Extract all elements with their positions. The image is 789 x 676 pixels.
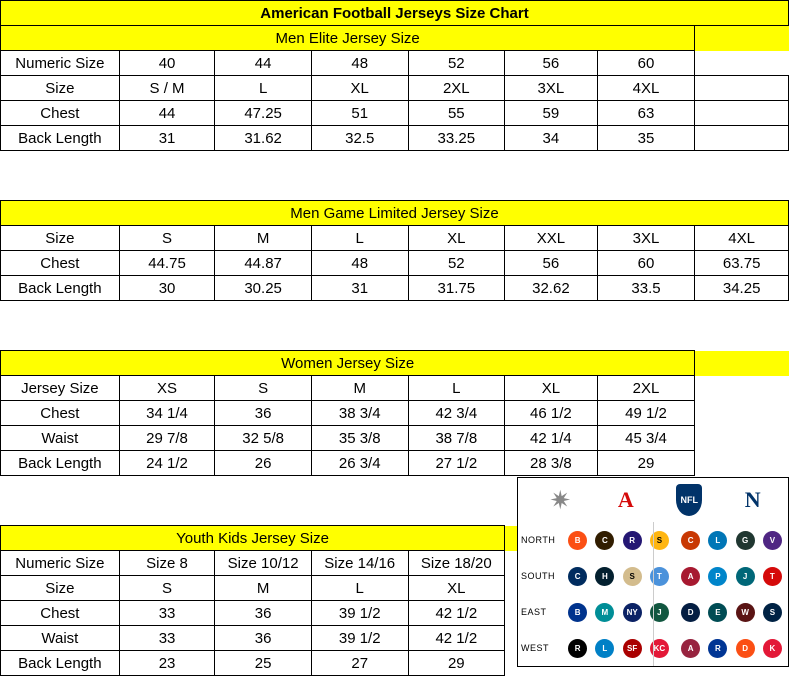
empty-cell <box>695 101 789 126</box>
nfc-logo-icon: N <box>744 487 761 512</box>
row-label: Waist <box>1 426 120 451</box>
team-logo-buccaneers: T <box>763 567 782 586</box>
team-logo-lions: L <box>708 531 727 550</box>
cell: 59 <box>505 101 598 126</box>
row-label: Numeric Size <box>1 51 120 76</box>
cell: 45 3/4 <box>597 426 695 451</box>
cell: 60 <box>597 251 695 276</box>
afc-south-teams <box>562 558 675 594</box>
cell: 29 <box>408 651 505 676</box>
team-logo-jaguars: J <box>736 567 755 586</box>
cell: Size 14/16 <box>311 551 408 576</box>
team-logo-steelers: S <box>650 531 669 550</box>
team-logo-eagles: E <box>708 603 727 622</box>
cell: 46 1/2 <box>505 401 598 426</box>
table-row <box>1 426 789 451</box>
section-heading-women: Women Jersey Size <box>1 351 789 376</box>
team-logo-vikings: V <box>763 531 782 550</box>
spacer-cell <box>695 51 789 76</box>
cell: 42 1/2 <box>408 601 505 626</box>
cell: 27 <box>311 651 408 676</box>
team-logo-panthers: P <box>708 567 727 586</box>
cell: 32 5/8 <box>215 426 312 451</box>
team-logo-49ers: SF <box>623 639 642 658</box>
cell: 35 3/8 <box>311 426 408 451</box>
row-label: Waist <box>1 626 120 651</box>
cell: 31.75 <box>408 276 505 301</box>
cell: S <box>119 576 215 601</box>
cell: 30.25 <box>215 276 312 301</box>
spacer-cell <box>695 451 789 476</box>
cell: 29 <box>597 451 695 476</box>
chart-title-row <box>1 1 789 26</box>
cell: 38 3/4 <box>311 401 408 426</box>
cell: M <box>311 376 408 401</box>
section-heading-youth-kids: Youth Kids Jersey Size <box>1 526 789 551</box>
cell: 60 <box>597 51 695 76</box>
cell: 2XL <box>408 76 505 101</box>
team-logo-chargers: L <box>595 639 614 658</box>
division-label-east: EAST <box>521 607 547 617</box>
cell: L <box>311 226 408 251</box>
cell: 34 <box>505 126 598 151</box>
table-row <box>1 401 789 426</box>
cell: M <box>215 576 312 601</box>
cell: 31.62 <box>215 126 312 151</box>
table-row <box>1 126 789 151</box>
cell: Size 18/20 <box>408 551 505 576</box>
row-label: Back Length <box>1 276 120 301</box>
cell: 48 <box>311 51 408 76</box>
cell: 42 1/4 <box>505 426 598 451</box>
cell: 52 <box>408 51 505 76</box>
cell: 44.75 <box>119 251 215 276</box>
cell: 39 1/2 <box>311 626 408 651</box>
cell: 48 <box>311 251 408 276</box>
cell: 35 <box>597 126 695 151</box>
nfl-teams-panel <box>517 477 789 667</box>
cell: 32.5 <box>311 126 408 151</box>
team-logo-titans: T <box>650 567 669 586</box>
team-logo-seahawks: S <box>763 603 782 622</box>
cell: 28 3/8 <box>505 451 598 476</box>
cell: 49 1/2 <box>597 401 695 426</box>
page-title: American Football Jerseys Size Chart <box>1 1 789 26</box>
table-row <box>1 376 789 401</box>
table-row <box>1 251 789 276</box>
cell: 52 <box>408 251 505 276</box>
cell: L <box>311 576 408 601</box>
row-label: Chest <box>1 601 120 626</box>
section-gap <box>1 326 789 351</box>
cell: S <box>119 226 215 251</box>
cell: 33.25 <box>408 126 505 151</box>
cell: S / M <box>119 76 215 101</box>
empty-cell <box>695 76 789 101</box>
section-heading-men-elite: Men Elite Jersey Size <box>1 26 789 51</box>
cell: M <box>215 226 312 251</box>
section-gap <box>1 151 789 176</box>
section-gap <box>1 301 789 326</box>
cell: 31 <box>119 126 215 151</box>
cell: 24 1/2 <box>119 451 215 476</box>
cell: 31 <box>311 276 408 301</box>
team-logo-falcons: A <box>681 567 700 586</box>
table-row <box>1 76 789 101</box>
cell: 63.75 <box>695 251 789 276</box>
team-logo-rams: R <box>708 639 727 658</box>
afc-east-teams <box>562 594 675 630</box>
cell: 33 <box>119 626 215 651</box>
row-label: Chest <box>1 401 120 426</box>
section-heading-men-game-limited: Men Game Limited Jersey Size <box>1 201 789 226</box>
cell: 30 <box>119 276 215 301</box>
cell: 2XL <box>597 376 695 401</box>
row-label: Size <box>1 226 120 251</box>
team-logo-cowboys: D <box>681 603 700 622</box>
spacer-cell <box>695 426 789 451</box>
team-logo-dolphins: M <box>595 603 614 622</box>
cell: 56 <box>505 251 598 276</box>
spacer-cell <box>695 351 789 376</box>
cell: XL <box>505 376 598 401</box>
cell: 34 1/4 <box>119 401 215 426</box>
cell: 23 <box>119 651 215 676</box>
row-label: Chest <box>1 251 120 276</box>
cell: 36 <box>215 401 312 426</box>
cell: 3XL <box>505 76 598 101</box>
team-logo-commanders: W <box>736 603 755 622</box>
cell: 33.5 <box>597 276 695 301</box>
cell: XXL <box>505 226 598 251</box>
cell: 42 1/2 <box>408 626 505 651</box>
cell: 29 7/8 <box>119 426 215 451</box>
cell: 38 7/8 <box>408 426 505 451</box>
row-label: Chest <box>1 101 120 126</box>
team-logo-bears: C <box>681 531 700 550</box>
star-burst-icon: ✷ <box>549 485 572 515</box>
cell: 56 <box>505 51 598 76</box>
cell: 33 <box>119 601 215 626</box>
row-label: Back Length <box>1 126 120 151</box>
section-gap <box>1 176 789 201</box>
nfc-north-teams <box>675 522 788 558</box>
team-logo-colts: C <box>568 567 587 586</box>
afc-logo-icon: A <box>617 487 634 512</box>
team-logo-chiefs: KC <box>650 639 669 658</box>
nfc-south-teams <box>675 558 788 594</box>
cell: 32.62 <box>505 276 598 301</box>
division-label-north: NORTH <box>521 535 556 545</box>
team-logo-bengals: B <box>568 531 587 550</box>
row-label: Size <box>1 576 120 601</box>
conference-divider <box>653 522 654 666</box>
team-logo-raiders: R <box>568 639 587 658</box>
nfc-west-teams <box>675 630 788 666</box>
team-logo-ravens: R <box>623 531 642 550</box>
team-logo-giants: NY <box>623 603 642 622</box>
nfc-east-teams <box>675 594 788 630</box>
cell: 44 <box>215 51 312 76</box>
team-logo-browns: C <box>595 531 614 550</box>
table-row <box>1 451 789 476</box>
table-row <box>1 276 789 301</box>
cell: 36 <box>215 601 312 626</box>
cell: 36 <box>215 626 312 651</box>
spacer-cell <box>695 401 789 426</box>
cell: 27 1/2 <box>408 451 505 476</box>
cell: 51 <box>311 101 408 126</box>
conference-logos-row <box>518 478 788 522</box>
cell: XL <box>311 76 408 101</box>
team-logo-saints: S <box>623 567 642 586</box>
table-row <box>1 51 789 76</box>
table-row <box>1 226 789 251</box>
team-logo-packers: G <box>736 531 755 550</box>
cell: XL <box>408 576 505 601</box>
cell: 25 <box>215 651 312 676</box>
cell: XL <box>408 226 505 251</box>
cell: 3XL <box>597 226 695 251</box>
table-row <box>1 101 789 126</box>
cell: 26 <box>215 451 312 476</box>
cell: 42 3/4 <box>408 401 505 426</box>
cell: L <box>408 376 505 401</box>
cell: 4XL <box>597 76 695 101</box>
cell: 4XL <box>695 226 789 251</box>
row-label: Jersey Size <box>1 376 120 401</box>
row-label: Numeric Size <box>1 551 120 576</box>
row-label: Back Length <box>1 651 120 676</box>
division-label-south: SOUTH <box>521 571 555 581</box>
team-logo-bills: B <box>568 603 587 622</box>
division-label-west: WEST <box>521 643 549 653</box>
row-label: Back Length <box>1 451 120 476</box>
team-logo-texans: H <box>595 567 614 586</box>
cell: Size 8 <box>119 551 215 576</box>
team-logo-broncos: D <box>736 639 755 658</box>
cell: 44.87 <box>215 251 312 276</box>
row-label: Size <box>1 76 120 101</box>
cell: L <box>215 76 312 101</box>
empty-cell <box>695 126 789 151</box>
team-logo-jets: J <box>650 603 669 622</box>
cell: 39 1/2 <box>311 601 408 626</box>
cell: 55 <box>408 101 505 126</box>
cell: 63 <box>597 101 695 126</box>
team-logo-cardinals: A <box>681 639 700 658</box>
cell: 34.25 <box>695 276 789 301</box>
spacer-cell <box>695 376 789 401</box>
afc-west-teams <box>562 630 675 666</box>
cell: 26 3/4 <box>311 451 408 476</box>
cell: 47.25 <box>215 101 312 126</box>
team-logo-chiefs-nfc: K <box>763 639 782 658</box>
spacer-cell <box>695 26 789 51</box>
cell: Size 10/12 <box>215 551 312 576</box>
afc-north-teams <box>562 522 675 558</box>
nfl-shield-icon: NFL <box>676 484 702 516</box>
cell: XS <box>119 376 215 401</box>
cell: 40 <box>119 51 215 76</box>
cell: S <box>215 376 312 401</box>
cell: 44 <box>119 101 215 126</box>
